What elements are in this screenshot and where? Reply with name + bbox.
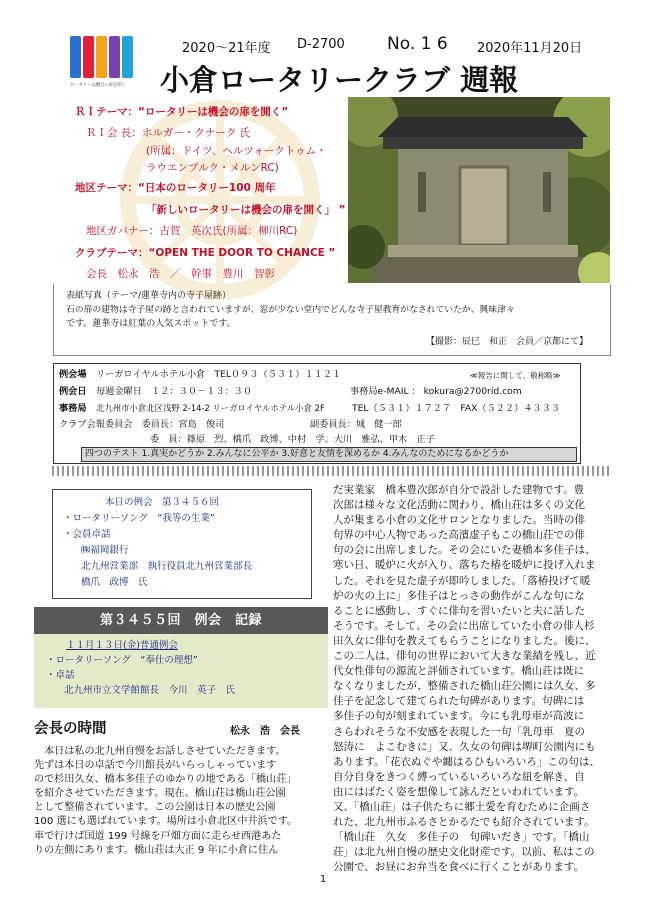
office-email: 事務局e-MAIL ： kokura@2700rid.com [350, 386, 522, 397]
photo-caption-box [53, 284, 611, 356]
ri-president-affiliation: ラウエンブルク・メルンRC) [146, 162, 279, 174]
issue-number: No. 1 6 [387, 34, 448, 54]
text-line: した。それを見た虚子が即吟しました。「落椿投げて暖 [333, 574, 591, 587]
club-theme: クラブテーマ：“OPEN THE DOOR TO CHANCE ” [75, 247, 336, 259]
text-line: 又、「橋山荘」は子供たちに郷土愛を育むために企画さ [333, 800, 591, 813]
club-logo [70, 36, 140, 90]
photo-caption-text: です。蓮華寺は紅葉の人気スポットです。 [66, 319, 236, 329]
text-line: 佳子を記念して建てられた句碑があります。句碑には [333, 695, 585, 708]
issue-line [182, 34, 602, 56]
issue-date: 2020年11月20日 [477, 41, 583, 56]
logo-bar [96, 36, 107, 78]
page-title: 小倉ロータリークラブ 週報 [160, 63, 519, 97]
record-speaker: 北九州市立文学館館長 今川 英子 氏 [64, 685, 236, 696]
ri-president-affiliation: (所属：ドイツ、ヘルツォークトゥム・ [146, 145, 327, 157]
record-header: 第３４５５回 例会 記録 [34, 607, 328, 634]
text-line: ることに感動し、すぐに俳句を習いたいと夫に話した [333, 604, 585, 617]
today-meeting-box [52, 489, 312, 599]
text-line: 句界の中心人物であった高濱虚子もこの橋山荘での俳 [333, 529, 585, 542]
text-line: 人が集まる小倉の文化サロンとなりました。当時の俳 [333, 514, 585, 527]
officers: 会長 松永 浩 ／ 幹事 豊川 智彰 [86, 268, 275, 280]
fiscal-year: 2020～21年度 [182, 41, 271, 56]
committee-vice-chair: 副委員長：城 健一郎 [310, 419, 402, 430]
logo-bar [122, 36, 133, 78]
logo-bar [109, 36, 120, 78]
today-speaker: 橋爪 政博 氏 [81, 577, 148, 588]
logo-bar [70, 36, 81, 78]
divider-stripe [52, 466, 610, 476]
today-bank: ㈱福岡銀行 [81, 545, 129, 556]
text-line: 田久女に俳句を教えてもらうことになりました。後に、 [333, 634, 596, 647]
district-theme: 地区テーマ：“日本のロータリー100 周年 [75, 182, 276, 194]
record-speech-label: ・卓話 [46, 670, 75, 681]
today-speaker-role: 北九州営業部 執行役員北九州営業部長 [81, 561, 253, 572]
text-line: りの左側にあります。橋山荘は大正 9 年に小倉に住ん [34, 844, 279, 856]
office-label: 事務局 [59, 403, 87, 414]
record-song: ・ロータリーソング “奉仕の理想” [46, 655, 198, 666]
text-line: 先ずは本日の卓話で今川館長がいらっしゃっています [34, 760, 277, 772]
text-line: れた、北九州市ふるさとかるたでも紹介されています。 [333, 816, 595, 829]
president-text-left [34, 745, 326, 858]
today-song: ・ロータリーソング “我等の生業” [63, 513, 215, 524]
venue-label: 例会場 [59, 369, 87, 380]
ri-theme: ＲＩテーマ：“ロータリーは機会の扉を開く” [75, 106, 289, 118]
governor: 地区ガバナー：古賀 英次氏(所属：柳川RC) [86, 225, 298, 237]
text-line: 自分自身をきつく縛っているいろいろな紐を解き、自 [333, 770, 585, 783]
venue-note: ≪報告に関して、敬称略≫ [470, 371, 561, 380]
district: D-2700 [297, 37, 345, 52]
text-line: ので杉田久女、橋本多佳子のゆかりの地である「橋山荘」 [34, 774, 297, 786]
page-number: 1 [319, 874, 327, 885]
text-line: 100 選にも選ばれています。場所は小倉北区中井浜です。 [34, 816, 298, 828]
text-line: 次郎は様々な文化活動に関わり、橋山荘は多くの文化 [333, 499, 585, 512]
ri-president: ＲＩ会 長：ホルガー・クナーク 氏 [86, 127, 251, 139]
today-speech-label: ・会員卓話 [63, 529, 111, 540]
text-line: この二人は、俳句の世界において大きな業績を残し、近 [333, 650, 596, 663]
text-line: 句の会に出席しました。その会にいた妻橋本多佳子は、 [333, 544, 596, 557]
president-name: 松永 浩 会長 [230, 726, 300, 737]
text-line: 多佳子の句が刻まれています。今にも乳母車が高波に [333, 710, 585, 723]
office-tel: TEL（５３１）１７２７ FAX（５２２）４３３３ [352, 403, 561, 414]
text-line: だ実業家 橋本豊次郎が自分で設計した建物です。豊 [333, 484, 585, 496]
text-line: 荘」は北九州自慢の歴史文化財産です。以前、私はこの [333, 846, 595, 859]
text-line: 公園で、お昼にお弁当を食べに行くことがあります。 [333, 861, 584, 874]
logo-caption: ロータリーは機会の扉を開く [70, 83, 126, 88]
cover-photo [348, 97, 610, 283]
photo-credit: 【撮影：辰巳 和正 会員／京都にて】 [426, 337, 589, 347]
text-line: 由にはばたく姿を想像して詠んだといわれています。 [333, 785, 585, 798]
text-line: さらわれそうな不安感を表現した一句「乳母車 夏の [333, 725, 585, 738]
text-line: 寒い日、暖炉に火が入り、落ちた椿を暖炉に投げ入れま [333, 559, 596, 572]
president-text-right [333, 483, 615, 875]
text-line: を紹介させていただきます。現在、橋山荘は橋山荘公園 [34, 788, 286, 800]
text-line: 「橋山荘 久女 多佳子の 句碑いだき」です。「橋山 [333, 831, 590, 844]
committee-members: 委 員：篠原 烈、橋爪 政博、中村 学、大川 雅弘、甲木 正子 [150, 434, 435, 445]
four-way-test: 四つのテスト 1.真実かどうか 2.みんなに公平か 3.好意と友情を深めるか 4.みんなのためになるかどうか [81, 447, 577, 462]
record-date: １１月１３日(金)普通例会 [66, 640, 178, 651]
text-line: 怒涛に よこむきに」又、久女の句碑は堺町公園内にも [333, 740, 596, 753]
text-line: 代女性俳句の源流と評価されています。橋山荘は既に [333, 665, 585, 678]
text-line: あります。「花衣ぬぐや纏はるひもいろいろ」この句は、 [333, 755, 600, 768]
text-line: として整備されています。この公園は日本の歴史公園 [34, 802, 276, 814]
meeting-day-label: 例会日 [59, 386, 87, 397]
photo-caption-text: 石の扉の建物は寺子屋の跡と言われていますが、窓が少ない堂内でどんな寺子屋教育がなされていたか、興味津々 [66, 305, 515, 315]
text-line: 炉の火の上に」多佳子はとっさの動作がこんな句にな [333, 589, 585, 602]
photo-caption-title: 表紙写真（テーマ/蓮華寺内の寺子屋跡） [66, 291, 232, 301]
text-line: 本日は私の北九州自慢をお話しさせていただきます。 [34, 746, 286, 757]
office-address: 北九州市小倉北区浅野 2-14-2 リーガロイヤルホテル小倉 2F [96, 403, 325, 413]
venue: リーガロイヤルホテル小倉 TEL０９３（５３１）１１２１ [96, 369, 342, 380]
meeting-day: 毎週金曜日 １２：３０－１３：３０ [96, 386, 253, 397]
text-line: 車で行けば国道 199 号線を戸畑方面に走らせ西港あた [34, 830, 282, 842]
text-line: そうです。そして、その会に出席していた小倉の俳人杉 [333, 619, 595, 632]
district-theme-sub: 「新しいロータリーは機会の扉を開く」 ” [146, 204, 346, 216]
president-section-title: 会長の時間 [34, 721, 107, 737]
logo-bar [83, 36, 94, 78]
text-line: なくなりましたが、整備された橋山荘公園には久女、多 [333, 680, 596, 693]
committee-chair: クラブ会報委員会 委員長：宮島 俊司 [59, 419, 225, 430]
today-title: 本日の例会 第３４５６回 [105, 497, 220, 508]
record-body [34, 634, 328, 708]
